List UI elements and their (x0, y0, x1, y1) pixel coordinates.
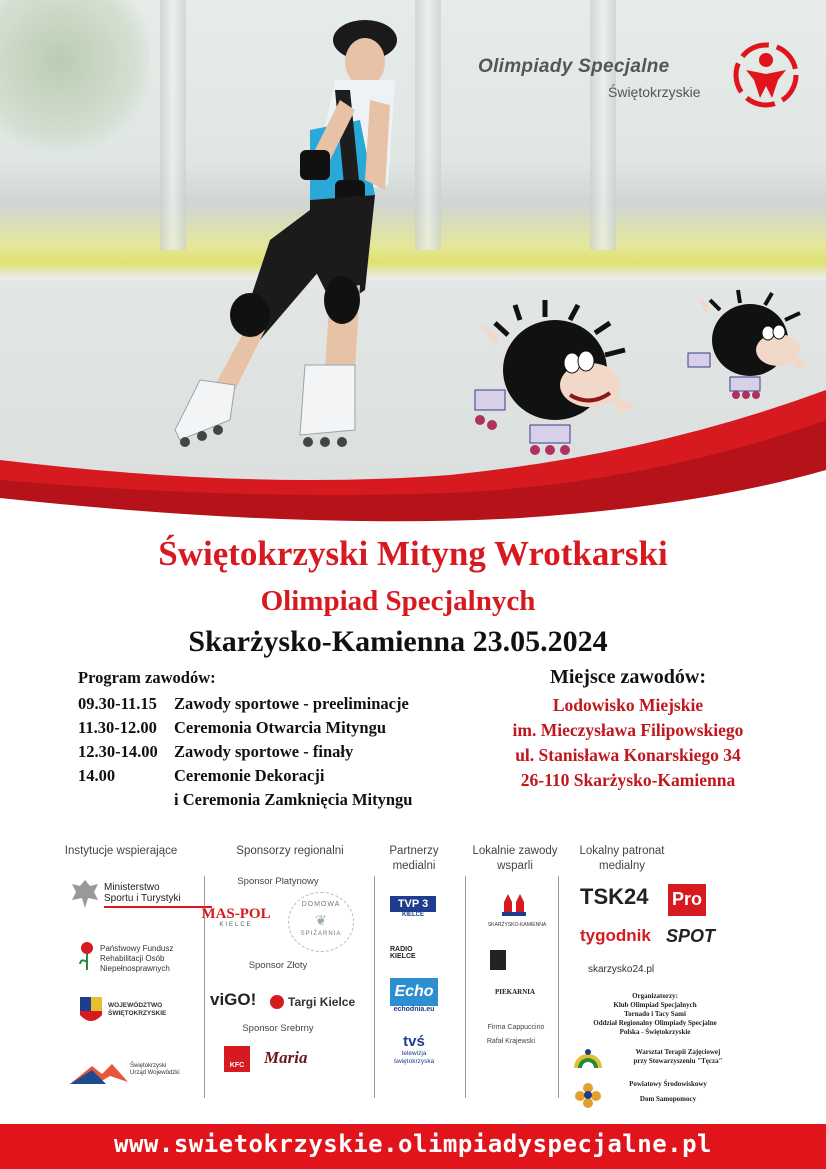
echo-name: Echo (390, 978, 438, 1006)
program-item (78, 716, 478, 740)
program-time: 09.30-11.15 (78, 694, 157, 713)
tvp3-city: KIELCE (401, 912, 424, 918)
piekarnia-logo: PIEKARNIA (494, 988, 536, 996)
ministry-line2: Sportu i Turystyki (104, 893, 181, 904)
pro-logo: Pro (668, 884, 706, 916)
rafal-krajewski: Rafał Krajewski (486, 1038, 536, 1045)
voivodeship-office-logo: Świętokrzyski Urząd Wojewódzki (130, 1063, 180, 1076)
pfron-logo: Państwowy Fundusz Rehabilitacji Osób Niepełnosprawnych (100, 944, 174, 973)
local-media-patrons-heading: Lokalny patronat medialny (579, 845, 665, 872)
logo-subtitle: Świętokrzyskie (608, 84, 701, 100)
spot-logo: SPOT (666, 926, 716, 946)
vigo-logo: viGO! (210, 990, 257, 1009)
tvs-name: tvś (403, 1033, 425, 1050)
program-item (78, 740, 478, 764)
venue-line: Lodowisko Miejskie (552, 695, 704, 715)
website-link[interactable]: www.swietokrzyskie.olimpiadyspecjalne.pl (114, 1130, 712, 1158)
wtz-block (608, 1048, 748, 1066)
radio-kielce-logo: RADIO KIELCE (390, 946, 416, 960)
gold-sponsor-label: Sponsor Złoty (248, 960, 308, 971)
venue-line: 26-110 Skarżysko-Kamienna (520, 770, 736, 790)
tvs-logo (386, 1033, 442, 1066)
background-pillar (590, 0, 616, 250)
venue-section (480, 666, 776, 793)
cappuccino-firm: Firma Cappuccino (487, 1024, 545, 1031)
organizer-line: Oddział Regionalny Olimpiady Specjalne (593, 1019, 717, 1027)
program-item (78, 764, 478, 788)
targi-kielce-name: Targi Kielce (288, 995, 356, 1009)
program-desc: Ceremonia Otwarcia Mityngu (174, 718, 387, 737)
column-divider (558, 876, 559, 1098)
venue-heading: Miejsce zawodów: (549, 666, 707, 688)
organizers-heading: Organizatorzy: (632, 992, 678, 1000)
echo-dnia-logo (390, 978, 438, 1013)
domowa-label: DOMOWA (301, 901, 341, 908)
leaf-icon: ❦ (315, 912, 327, 928)
maspol-city: KIELCE (219, 922, 253, 928)
event-title: Świętokrzyski Mityng Wrotkarski (158, 534, 668, 573)
event-subtitle: Olimpiad Specjalnych (260, 585, 536, 617)
ministry-line1: Ministerstwo (104, 882, 160, 893)
regional-sponsors-heading: Sponsorzy regionalni (236, 845, 344, 857)
skarzysko24-logo: skarzysko24.pl (588, 964, 655, 975)
program-item (78, 692, 478, 716)
tvp3-logo (390, 896, 436, 918)
program-section (78, 668, 478, 812)
special-olympics-emblem-icon (732, 40, 800, 110)
psd-line1: Powiatowy Środowiskowy (629, 1080, 707, 1088)
local-company-icon (490, 950, 506, 970)
column-divider (465, 876, 466, 1098)
venue-line: ul. Stanisława Konarskiego 34 (515, 745, 741, 765)
program-time: 14.00 (78, 766, 116, 785)
tsk24-logo: TSK24 (580, 884, 649, 909)
program-time: 12.30-14.00 (78, 742, 158, 761)
olimpiady-specjalne-logo (470, 40, 810, 120)
silver-sponsor-label: Sponsor Srebrny (242, 1023, 314, 1034)
organizers-block (580, 992, 730, 1037)
region-coat-of-arms-icon (78, 995, 104, 1027)
local-supporters-heading: Lokalnie zawody wsparli (472, 845, 558, 872)
event-location-date: Skarżysko-Kamienna 23.05.2024 (188, 625, 608, 658)
tvs-desc: telewizja świętokrzyska (393, 1050, 435, 1065)
spizarnia-label: SPIŻARNIA (300, 931, 342, 937)
maspol-logo (200, 906, 272, 932)
town-coat-of-arms-icon (500, 892, 528, 918)
program-continuation: i Ceremonia Zamknięcia Mityngu (174, 790, 413, 809)
polish-eagle-icon (70, 878, 100, 910)
targi-kielce-logo (270, 992, 370, 1012)
program-desc: Zawody sportowe - preeliminacje (174, 694, 409, 713)
kfc-logo: KFC (224, 1046, 250, 1072)
pfron-flower-icon (78, 940, 96, 970)
wtz-rainbow-icon (574, 1042, 602, 1070)
program-time: 11.30-12.00 (78, 718, 157, 737)
program-desc: Ceremonie Dekoracji (174, 766, 325, 785)
sponsors-section (60, 840, 770, 1110)
targi-kielce-icon (270, 995, 284, 1009)
wtz-line2: przy Stowarzyszeniu "Tęcza" (633, 1057, 723, 1065)
tvp3-name: TVP 3 (390, 896, 436, 912)
program-heading: Program zawodów: (78, 668, 216, 687)
organizer-line: Klub Olimpiad Specjalnych (613, 1001, 697, 1009)
domowa-spizarnia-logo (288, 892, 354, 952)
organizer-line: Tornado i Tacy Sami (624, 1010, 686, 1018)
psd-flower-icon (574, 1082, 602, 1108)
column-divider (374, 876, 375, 1098)
ministry-underline (104, 906, 212, 908)
region-logo: WOJEWÓDZTWO ŚWIĘTOKRZYSKIE (108, 1002, 167, 1017)
maspol-name: MAS-POL (201, 906, 271, 922)
echo-url: echodnia.eu (393, 1006, 435, 1013)
voivodeship-office-mountains-icon (70, 1060, 128, 1086)
background-tree (0, 0, 150, 150)
media-partners-heading: Partnerzy medialni (389, 845, 439, 872)
supporting-institutions-heading: Instytucje wspierające (64, 845, 178, 857)
red-wave-decoration (0, 380, 826, 535)
organizer-line: Polska - Świętokrzyskie (619, 1028, 691, 1036)
psd-block (608, 1080, 728, 1104)
footer-bar (0, 1124, 826, 1169)
maria-logo: Maria (264, 1048, 308, 1067)
venue-line: im. Mieczysława Filipowskiego (512, 720, 744, 740)
logo-title: Olimpiady Specjalne (478, 56, 670, 77)
ministry-logo (104, 882, 212, 908)
program-desc: Zawody sportowe - finały (174, 742, 354, 761)
psd-line2: Dom Samopomocy (639, 1095, 697, 1103)
town-logo: SKARŻYSKO-KAMIENNA (487, 922, 547, 928)
wtz-line1: Warsztat Terapii Zajęciowej (635, 1048, 721, 1056)
platinum-sponsor-label: Sponsor Platynowy (237, 876, 319, 887)
tygodnik-logo: tygodnik (580, 926, 651, 945)
hero-photo (0, 0, 826, 535)
